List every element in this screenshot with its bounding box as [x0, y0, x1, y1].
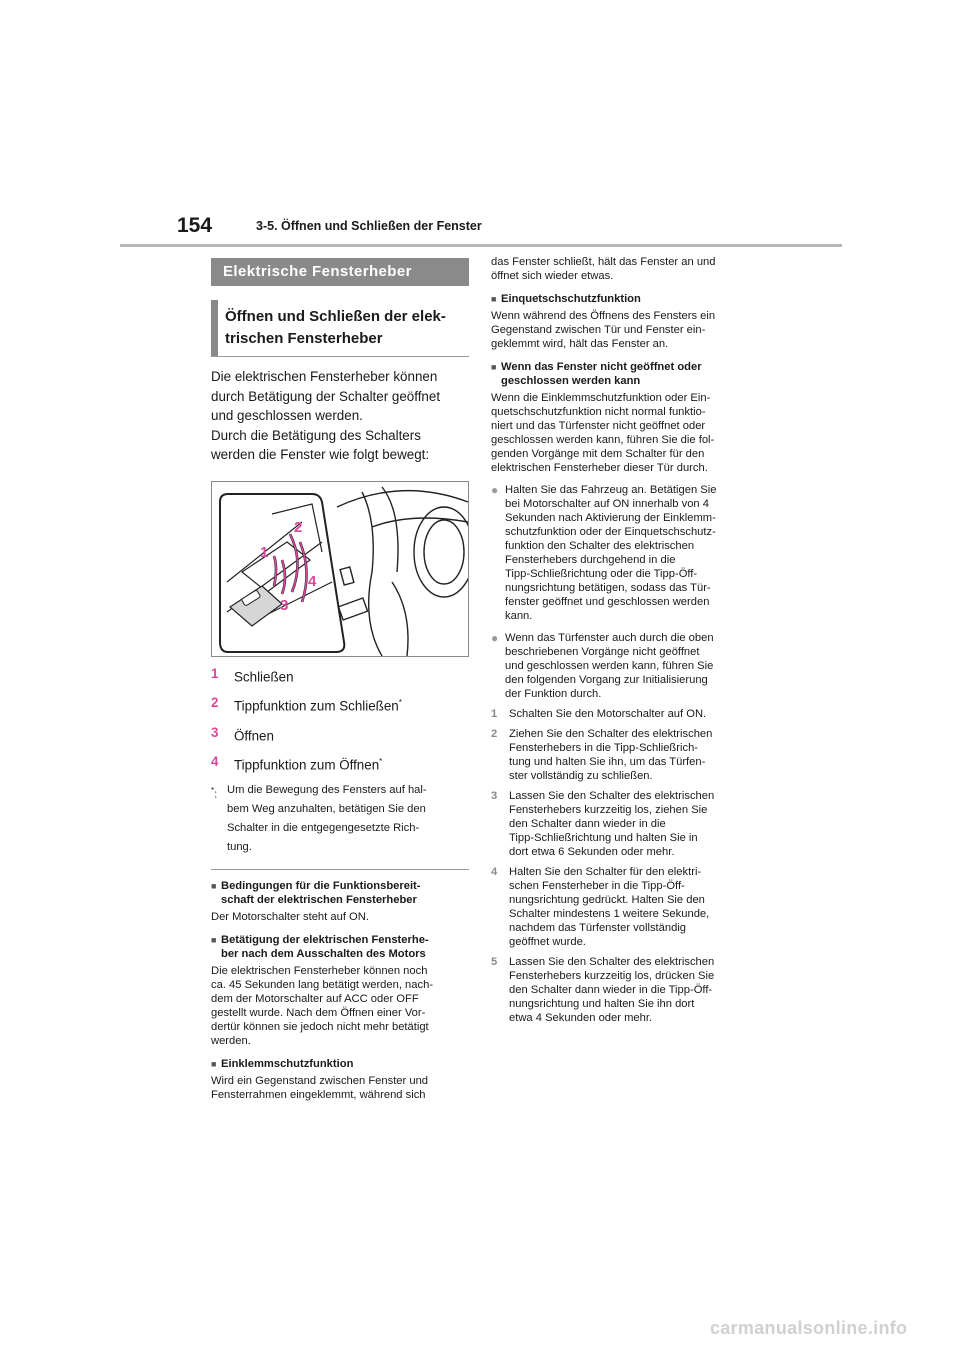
- square-bullet-icon: ■: [491, 294, 497, 304]
- illustration-svg: [212, 482, 468, 656]
- intro-line: Die elektrischen Fensterheber können: [211, 369, 438, 384]
- left-column: [211, 258, 469, 1102]
- intro-line: durch Betätigung der Schalter geöffnet: [211, 388, 441, 404]
- note-text: Wenn die Einklemmschutzfunktion oder Ein- quetschschutzfunktion nicht normal funktio- niert und das Türfenster nicht geöffnet oder geschlossen werden kann, führen Sie die fol- genden Vorgänge mit dem Schalter für den elektrischen Fensterheber dieser Tür durch.: [491, 392, 715, 474]
- note: [211, 1057, 469, 1102]
- footnote-text: Um die Bewegung des Fensters auf hal- bem Weg anzuhalten, betätigen Sie den Schalter in die entgegengesetzte Rich- tung.: [227, 783, 427, 853]
- square-bullet-icon: ■: [211, 880, 217, 891]
- step-item: 5 Lassen Sie den Schalter des elektrischen Fensterhebers kurzzeitig los, drücken Sie den Schalter dann wieder in die Tipp-Öff- nungsrichtung und halten Sie ihn dort etwa 4 Sekunden oder mehr.: [491, 956, 715, 1024]
- legend-text: Tippfunktion zum Öffnen*: [234, 757, 383, 773]
- footnote-mark: *:: [211, 785, 218, 801]
- legend-number: 3: [211, 724, 219, 740]
- door-handle: [340, 567, 354, 585]
- step-number: 4: [491, 866, 498, 878]
- note: [211, 933, 469, 1048]
- figure-label-1: 1: [260, 543, 269, 561]
- section-title: Elektrische Fensterheber: [211, 258, 469, 286]
- legend-number: 1: [211, 665, 219, 681]
- legend-text: Tippfunktion zum Schließen*: [234, 698, 402, 714]
- dash-line: [337, 491, 468, 507]
- door-trim-line: [382, 487, 398, 572]
- legend-item: [211, 753, 469, 774]
- note-heading: ■ Einquetschschutzfunktion: [491, 293, 641, 305]
- legend-text: Schließen: [234, 669, 294, 685]
- step-number: 5: [491, 956, 498, 968]
- watermark: carmanualsonline.info: [710, 1318, 908, 1338]
- intro-line: Durch die Betätigung des Schalters: [211, 427, 421, 443]
- divider: [211, 869, 469, 870]
- note: [491, 292, 753, 351]
- step-number: 3: [491, 790, 498, 802]
- legend-number: 4: [211, 754, 219, 770]
- page-number: 154: [177, 214, 213, 237]
- subsection-title-line: Öffnen und Schließen der elek-: [225, 308, 446, 325]
- note-heading: ■ Bedingungen für die Funktionsbereit- schaft der elektrischen Fensterheber: [211, 879, 421, 906]
- note-text: Wird ein Gegenstand zwischen Fenster und Fensterrahmen eingeklemmt, während sich: [211, 1074, 429, 1101]
- note: [211, 879, 469, 924]
- step-item: 4 Halten Sie den Schalter für den elektri- schen Fensterheber in die Tipp-Öff- nungsrichtung gedrückt. Halten Sie den Schalter mindestens 1 weitere Sekunde, nachdem das Türfenster vollständig geöffnet wurde.: [491, 866, 710, 948]
- note-text: Wenn während des Öffnens des Fensters ein Gegenstand zwischen Tür und Fenster ein- geklemmt wird, hält das Fenster an.: [491, 310, 716, 350]
- door-edge-line: [392, 582, 408, 656]
- note-text: Der Motorschalter steht auf ON.: [211, 910, 369, 923]
- square-bullet-icon: ■: [491, 362, 497, 372]
- note-heading: ■ Betätigung der elektrischen Fensterhe- ber nach dem Ausschalten des Motors: [211, 933, 429, 960]
- note-heading: ■ Wenn das Fenster nicht geöffnet oder geschlossen werden kann: [491, 361, 702, 387]
- switch-panel-small: [338, 598, 367, 620]
- window-switch: [230, 586, 282, 626]
- subsection-title: [211, 300, 469, 357]
- intro-text: [211, 367, 469, 465]
- window-switch-illustration: [211, 481, 469, 657]
- legend-item: [211, 694, 469, 715]
- header-rule: [120, 244, 842, 247]
- step-number: 2: [491, 728, 498, 740]
- figure-label-4: 4: [308, 572, 317, 590]
- note: [491, 360, 753, 475]
- footnote: [211, 781, 469, 857]
- bullet-item: ● Wenn das Türfenster auch durch die oben beschriebenen Vorgänge nicht geöffnet und geschlossen werden kann, führen Sie den folgenden Vorgang zur Initialisierung der Funktion durch.: [491, 631, 714, 700]
- circle-bullet-icon: ●: [491, 483, 499, 497]
- figure-label-3: 3: [280, 596, 289, 614]
- intro-line: werden die Fenster wie folgt bewegt:: [211, 447, 430, 463]
- subsection-title-line: trischen Fensterheber: [225, 330, 383, 347]
- legend-item: [211, 724, 469, 745]
- bullet-item: ● Halten Sie das Fahrzeug an. Betätigen Sie bei Motorschalter auf ON innerhalb von 4 Sekunden nach Aktivierung der Einklemm- schutzfunktion oder der Einquetschschutz- funktion den Schalter des elektrischen Fensterhebers durchgehend in die Tipp-Schließrichtung oder die Tipp-Öff- nungsrichtung betätigen, sodass das Tür- fenster geöffnet und geschlossen werden kann.: [491, 483, 717, 622]
- note-text: Die elektrischen Fensterheber können noch ca. 45 Sekunden lang betätigt werden, nach- dem der Motorschalter auf ACC oder OFF gestellt wurde. Nach dem Öffnen einer Vor- dertür können sie jedoch nicht mehr betätigt werden.: [211, 964, 434, 1047]
- note-heading: ■ Einklemmschutzfunktion: [211, 1057, 354, 1070]
- figure-label-2: 2: [294, 518, 303, 536]
- step-item: 1 Schalten Sie den Motorschalter auf ON.: [491, 708, 707, 720]
- note-continued: das Fenster schließt, hält das Fenster an und öffnet sich wieder etwas.: [491, 256, 716, 282]
- intro-line: und geschlossen werden.: [211, 408, 363, 424]
- chapter-title: 3-5. Öffnen und Schließen der Fenster: [256, 219, 482, 233]
- right-column: [491, 255, 753, 1025]
- legend: [211, 665, 469, 775]
- step-number: 1: [491, 708, 498, 720]
- step-item: 3 Lassen Sie den Schalter des elektrischen Fensterhebers kurzzeitig los, ziehen Sie den Schalter dann wieder in die Tipp-Schließrichtung und halten Sie in dort etwa 6 Sekunden oder mehr.: [491, 790, 715, 858]
- steering-wheel-inner: [424, 520, 464, 584]
- legend-number: 2: [211, 695, 219, 711]
- circle-bullet-icon: ●: [491, 631, 499, 645]
- square-bullet-icon: ■: [211, 934, 217, 945]
- legend-text: Öffnen: [234, 728, 274, 744]
- step-item: 2 Ziehen Sie den Schalter des elektrischen Fensterhebers in die Tipp-Schließrich- tung und halten Sie ihn, um das Türfen- ster vollständig zu schließen.: [491, 728, 713, 782]
- square-bullet-icon: ■: [211, 1058, 217, 1069]
- legend-item: [211, 665, 469, 686]
- door-panel-line: [362, 492, 382, 656]
